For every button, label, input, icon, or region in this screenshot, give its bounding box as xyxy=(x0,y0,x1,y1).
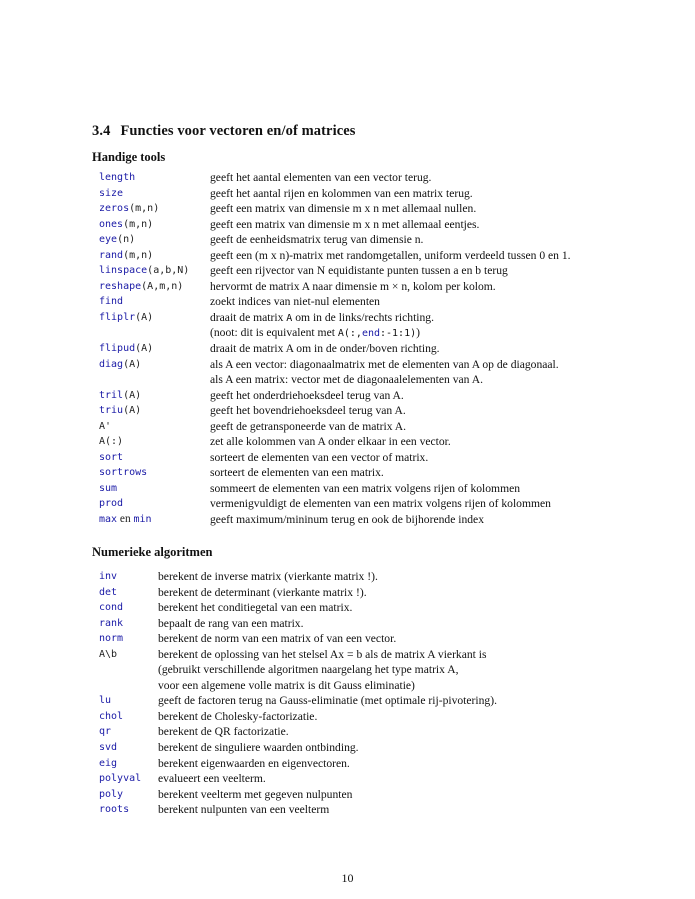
table-row xyxy=(99,802,659,818)
command: length xyxy=(99,172,136,183)
command: poly xyxy=(99,788,124,800)
table-row xyxy=(99,585,659,601)
command: prod xyxy=(99,498,124,510)
table-row xyxy=(99,771,659,787)
command: roots xyxy=(99,804,130,816)
table-row xyxy=(99,787,659,803)
command xyxy=(99,310,153,326)
description: sorteert de elementen van een vector of matrix. xyxy=(210,450,429,464)
command-args: (A) xyxy=(123,358,142,370)
description-text: om in de links/rechts richting. xyxy=(292,310,435,324)
description: sorteert de elementen van een matrix. xyxy=(210,466,384,480)
page-number: 10 xyxy=(341,871,354,885)
table-row xyxy=(99,709,659,725)
command: eig xyxy=(99,757,118,769)
inline-keyword: end xyxy=(361,328,380,340)
description: draait de matrix A om in de onder/boven richting. xyxy=(210,342,440,356)
description: berekent de oplossing van het stelsel Ax = b als de matrix A vierkant is xyxy=(158,647,487,661)
description: sommeert de elementen van een matrix volgens rijen of kolommen xyxy=(210,481,521,495)
command-name: flipud xyxy=(99,343,136,355)
description: berekent de singuliere waarden ontbinding. xyxy=(158,741,359,755)
handige-tools-table xyxy=(99,170,659,528)
command-args: (A) xyxy=(135,343,154,355)
command xyxy=(99,279,183,295)
section-number: 3.4 xyxy=(92,123,111,139)
command-name: reshape xyxy=(99,280,142,292)
handige-tools-heading: Handige tools xyxy=(92,150,166,164)
command: cond xyxy=(99,602,124,614)
command-args: (A) xyxy=(123,389,142,401)
command-name: max xyxy=(99,514,118,526)
command: A' xyxy=(99,420,112,432)
description: berekent de inverse matrix (vierkante matrix !). xyxy=(158,570,378,583)
description: berekent de Cholesky-factorizatie. xyxy=(158,709,318,723)
command: size xyxy=(99,187,124,199)
command xyxy=(99,512,152,528)
description: geeft de factoren terug na Gauss-eliminatie (met optimale rij-pivotering). xyxy=(158,694,497,708)
command: inv xyxy=(99,571,118,582)
description: zoekt indices van niet-nul elementen xyxy=(210,295,380,309)
command-name: rand xyxy=(99,249,124,261)
command: sort xyxy=(99,451,124,463)
description: berekent nulpunten van een veelterm xyxy=(158,803,330,817)
command: norm xyxy=(99,633,124,645)
command xyxy=(99,403,141,419)
command: svd xyxy=(99,742,118,754)
table-row xyxy=(99,434,659,450)
command-args: (A,m,n) xyxy=(141,280,184,292)
table-row xyxy=(99,186,659,202)
command-name: linspace xyxy=(99,265,148,277)
description: berekent veelterm met gegeven nulpunten xyxy=(158,787,353,801)
command-args: (A) xyxy=(123,405,142,417)
description: evalueert een veelterm. xyxy=(158,772,266,786)
command: polyval xyxy=(99,773,142,785)
table-row xyxy=(99,631,659,647)
table-row xyxy=(99,616,659,632)
description: (gebruikt verschillende algoritmen naargelang het type matrix A, xyxy=(158,663,459,677)
command: rank xyxy=(99,617,124,629)
table-row xyxy=(99,756,659,772)
table-row xyxy=(99,647,659,663)
table-row xyxy=(99,496,659,512)
table-row xyxy=(99,450,659,466)
table-row xyxy=(99,481,659,497)
table-row xyxy=(99,217,659,233)
description: als A een matrix: vector met de diagonaalelementen van A. xyxy=(210,373,484,387)
description: geeft maximum/mininum terug en ook de bijhorende index xyxy=(210,513,484,527)
description: geeft een matrix van dimensie m x n met allemaal nullen. xyxy=(210,202,477,216)
description: zet alle kolommen van A onder elkaar in een vector. xyxy=(210,435,451,449)
command: qr xyxy=(99,726,112,738)
description: geeft een rijvector van N equidistante punten tussen a en b terug xyxy=(210,264,508,278)
table-row xyxy=(99,294,659,310)
description: geeft de eenheidsmatrix terug van dimensie n. xyxy=(210,233,424,247)
command xyxy=(99,388,141,404)
description: hervormt de matrix A naar dimensie m × n, kolom per kolom. xyxy=(210,279,496,293)
description: geeft het bovendriehoeksdeel terug van A. xyxy=(210,404,406,418)
command-name: triu xyxy=(99,405,124,417)
table-row xyxy=(99,740,659,756)
command-name: fliplr xyxy=(99,311,136,323)
table-row xyxy=(99,678,659,694)
description: voor een algemene volle matrix is dit Gauss eliminatie) xyxy=(158,678,415,692)
table-row xyxy=(99,325,659,341)
command: A(:) xyxy=(99,436,124,448)
command-args: (a,b,N) xyxy=(147,265,190,277)
command xyxy=(99,357,141,373)
table-row xyxy=(99,372,659,388)
command-args: (m,n) xyxy=(129,203,160,215)
command-args: (n) xyxy=(117,234,136,246)
command: sortrows xyxy=(99,467,148,479)
command-name: eye xyxy=(99,234,118,246)
table-row xyxy=(99,201,659,217)
description: berekent de determinant (vierkante matrix !). xyxy=(158,585,367,599)
description: geeft het aantal rijen en kolommen van een matrix terug. xyxy=(210,186,473,200)
description: geeft het onderdriehoeksdeel terug van A. xyxy=(210,388,404,402)
table-row xyxy=(99,693,659,709)
command: A\b xyxy=(99,648,118,660)
command: find xyxy=(99,296,124,308)
command xyxy=(99,217,153,233)
command xyxy=(99,232,135,248)
note-text: ) xyxy=(416,326,420,340)
inline-code: A(:, xyxy=(337,328,362,340)
description: geeft een (m x n)-matrix met randomgetallen, uniform verdeeld tussen 0 en 1. xyxy=(210,248,571,262)
command: sum xyxy=(99,482,118,494)
inline-code: :-1:1) xyxy=(380,328,417,340)
description: berekent het conditiegetal van een matrix. xyxy=(158,601,353,615)
command xyxy=(99,263,189,279)
description xyxy=(210,310,434,327)
command: chol xyxy=(99,710,124,722)
table-row xyxy=(99,600,659,616)
table-row xyxy=(99,232,659,248)
table-row xyxy=(99,465,659,481)
command xyxy=(99,341,153,357)
table-row xyxy=(99,419,659,435)
table-row xyxy=(99,310,659,326)
numerieke-algoritmen-heading: Numerieke algoritmen xyxy=(92,545,213,559)
description: berekent de QR factorizatie. xyxy=(158,725,289,739)
note-text: (noot: dit is equivalent met xyxy=(210,326,338,340)
table-row xyxy=(99,263,659,279)
description: vermenigvuldigt de elementen van een matrix volgens rijen of kolommen xyxy=(210,497,551,511)
table-row xyxy=(99,403,659,419)
inline-code: A xyxy=(286,312,293,324)
command: lu xyxy=(99,695,112,707)
table-row xyxy=(99,724,659,740)
command-args: (m,n) xyxy=(123,249,154,261)
table-row xyxy=(99,512,659,528)
description: berekent de norm van een matrix of van een vector. xyxy=(158,632,397,646)
description: berekent eigenwaarden en eigenvectoren. xyxy=(158,756,350,770)
command-name: min xyxy=(133,514,152,526)
connector-text: en xyxy=(117,513,134,526)
description: geeft een matrix van dimensie m x n met allemaal eentjes. xyxy=(210,217,480,231)
description: bepaalt de rang van een matrix. xyxy=(158,616,304,630)
table-row xyxy=(99,357,659,373)
section-heading: Functies voor vectoren en/of matrices xyxy=(120,123,356,139)
note xyxy=(210,325,420,342)
command xyxy=(99,201,159,217)
table-row xyxy=(99,170,659,186)
command-name: zeros xyxy=(99,203,130,215)
command-name: diag xyxy=(99,358,124,370)
table-row xyxy=(99,279,659,295)
command-name: tril xyxy=(99,389,124,401)
description: geeft het aantal elementen van een vector terug. xyxy=(210,171,432,184)
table-row xyxy=(99,248,659,264)
table-row xyxy=(99,662,659,678)
table-row xyxy=(99,388,659,404)
description-text: draait de matrix xyxy=(210,310,287,324)
command-name: ones xyxy=(99,218,124,230)
numerieke-algoritmen-table xyxy=(99,569,659,818)
table-row xyxy=(99,341,659,357)
description: geeft de getransponeerde van de matrix A. xyxy=(210,419,407,433)
section-title xyxy=(92,123,356,140)
table-row xyxy=(99,569,659,585)
command: det xyxy=(99,586,118,598)
command-args: (m,n) xyxy=(123,218,154,230)
description: als A een vector: diagonaalmatrix met de elementen van A op de diagonaal. xyxy=(210,357,559,371)
command-args: (A) xyxy=(135,311,154,323)
command xyxy=(99,248,153,264)
